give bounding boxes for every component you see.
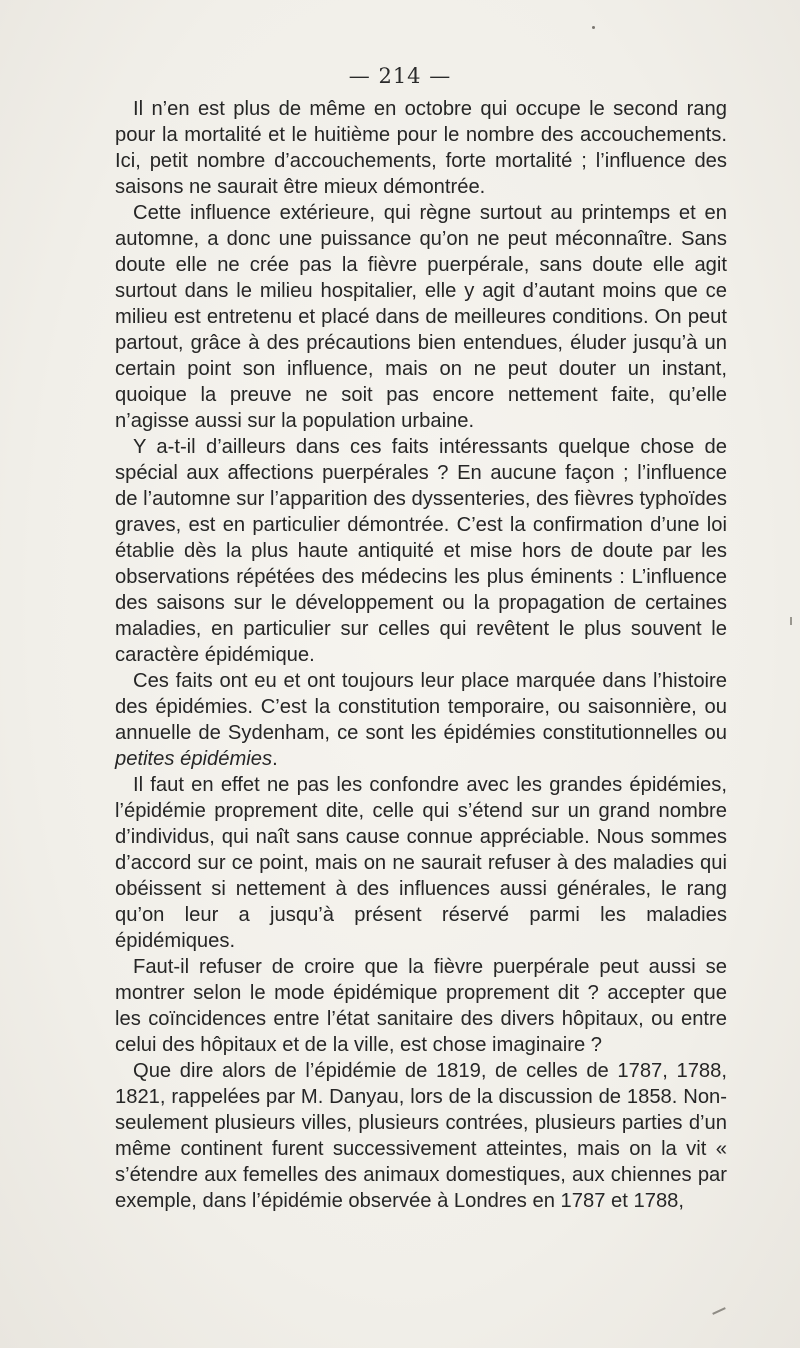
paragraph-2: Cette influence extérieure, qui règne surtout au printemps et en automne, a donc une puissance qu’on ne peut méconnaître. Sans doute elle ne crée pas la fièvre puerpérale, sans doute elle agit surtout dans le milieu hospitalier, elle y agit d’autant moins que ce milieu est entretenu et placé dans de meilleures conditions. On peut partout, grâce à des précautions bien entendues, éluder jusqu’à un certain point son influence, mais on ne peut douter un instant, quoique la preuve ne soit pas encore nettement faite, qu’elle n’agisse aussi sur la population urbaine. bbox=[115, 202, 727, 432]
paragraph-7: Que dire alors de l’épidémie de 1819, de celles de 1787, 1788, 1821, rappelées par M. Danyau, lors de la discussion de 1858. Non-seulement plusieurs villes, plusieurs contrées, plusieurs parties d’un même continent furent successivement atteintes, mais on la vit « s’étendre aux femelles des animaux domestiques, aux chiennes par exemple, dans l’épidémie observée à Londres en 1787 et 1788, bbox=[115, 1060, 727, 1212]
paragraph-4-text: Ces faits ont eu et ont toujours leur place marquée dans l’histoire des épidémies. C’est la constitution temporaire, ou saisonnière, ou annuelle de Sydenham, ce sont les épidémies constitutionnelles ou bbox=[115, 670, 727, 744]
margin-tick bbox=[790, 617, 792, 625]
body-text bbox=[115, 96, 727, 1214]
paragraph-4 bbox=[115, 668, 727, 772]
paragraph-6: Faut-il refuser de croire que la fièvre puerpérale peut aussi se montrer selon le mode épidémique proprement dit ? accepter que les coïncidences entre l’état sanitaire des divers hôpitaux, ou entre celui des hôpitaux et de la ville, est chose imaginaire ? bbox=[115, 956, 727, 1056]
paragraph-4-after: . bbox=[272, 748, 278, 770]
paragraph-3: Y a-t-il d’ailleurs dans ces faits intéressants quelque chose de spécial aux affections puerpérales ? En aucune façon ; l’influence de l’automne sur l’apparition des dyssenteries, des fièvres typhoïdes graves, est en particulier démontrée. C’est la confirmation d’une loi établie dès la plus haute antiquité et mise hors de doute par les observations répétées des médecins les plus éminents : L’influence des saisons sur le développement ou la propagation de certaines maladies, en particulier sur celles qui revêtent le plus souvent le caractère épidémique. bbox=[115, 436, 727, 666]
paragraph-5: Il faut en effet ne pas les confondre avec les grandes épidémies, l’épidémie proprement dite, celle qui s’étend sur un grand nombre d’individus, qui naît sans cause connue appréciable. Nous sommes d’accord sur ce point, mais on ne saurait refuser à des maladies qui obéissent si nettement à des influences aussi générales, le rang qu’on leur a jusqu’à présent réservé parmi les maladies épidémiques. bbox=[115, 774, 727, 952]
paragraph-1: Il n’en est plus de même en octobre qui occupe le second rang pour la mortalité et le huitième pour le nombre des accouchements. Ici, petit nombre d’accouchements, forte mortalité ; l’influence des saisons ne saurait être mieux démontrée. bbox=[115, 98, 727, 198]
corner-mark bbox=[712, 1307, 726, 1315]
page-number: — 214 — bbox=[348, 64, 452, 88]
paragraph-4-italic: petites épidémies bbox=[115, 748, 273, 770]
margin-dot bbox=[592, 26, 595, 29]
